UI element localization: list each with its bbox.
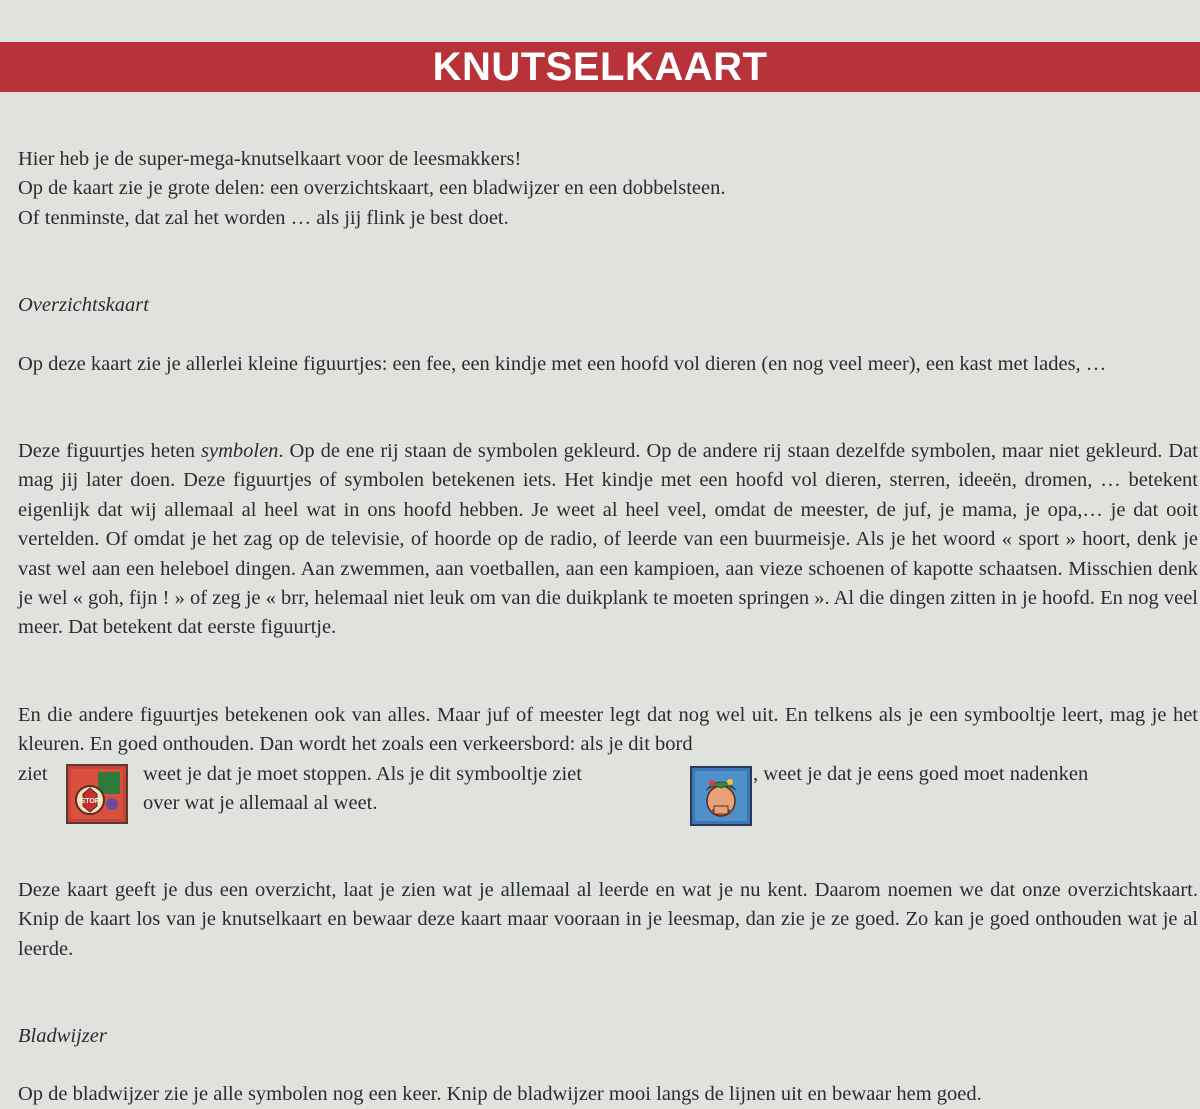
intro-line: Hier heb je de super-mega-knutselkaart voor de leesmakkers! xyxy=(18,148,522,170)
overzicht-paragraph-4 xyxy=(18,876,1198,964)
stop-sign-icon-graphic xyxy=(68,766,126,822)
thinking-child-icon xyxy=(690,766,752,826)
paragraph-text-ziet: ziet xyxy=(18,763,48,785)
stop-sign-icon xyxy=(66,764,128,824)
paragraph-text-start: Deze figuurtjes heten xyxy=(18,440,201,462)
intro-paragraph xyxy=(18,145,1198,233)
paragraph-text: Deze kaart geeft je dus een overzicht, laat je zien wat je allemaal al leerde en wat je nu kent. Daarom noemen we dat onze overzichtskaart. Knip de kaart los van je knutselkaart en bewaar deze kaart maar vooraan in je leesmap, dan zie je ze goed. Zo kan je goed onthouden wat je al leerde. xyxy=(18,879,1198,960)
paragraph-text-last: over wat je allemaal al weet. xyxy=(143,792,378,814)
title-banner xyxy=(0,42,1200,92)
paragraph-text-think: , weet je dat je eens goed moet nadenken xyxy=(753,763,1089,785)
bladwijzer-paragraph-1 xyxy=(18,1080,1198,1109)
section-heading-overzichtskaart: Overzichtskaart xyxy=(18,294,149,316)
overzicht-paragraph-3 xyxy=(18,701,1198,760)
paragraph-text xyxy=(18,437,1198,643)
section-heading-bladwijzer: Bladwijzer xyxy=(18,1025,107,1047)
emphasis-symbolen: symbolen xyxy=(201,440,279,462)
paragraph-text: En die andere figuurtjes betekenen ook van alles. Maar juf of meester legt dat nog wel uit. En telkens als je een symbooltje leert, mag je het kleuren. En goed onthouden. Dan wordt het zoals een verkeersbord: als je dit bord xyxy=(18,704,1198,756)
paragraph-text: Op de bladwijzer zie je alle symbolen nog een keer. Knip de bladwijzer mooi langs de lijnen uit en bewaar hem goed. xyxy=(18,1083,982,1105)
paragraph-text-stop: weet je dat je moet stoppen. Als je dit symbooltje ziet xyxy=(143,763,582,785)
thinking-child-icon-graphic xyxy=(692,768,750,824)
paragraph-text-end: . Op de ene rij staan de symbolen gekleurd. Op de andere rij staan dezelfde symbolen, maar niet gekleurd. Dat mag jij later doen. Deze figuurtjes of symbolen betekenen iets. Het kindje met een hoofd vol dieren, sterren, ideeën, dromen, … betekent eigenlijk dat wij allemaal al heel wat in ons hoofd hebben. Je weet al heel veel, omdat de meester, de juf, je mama, je opa,… je dat ooit vertelden. Of omdat je het zag op de televisie, of hoorde op de radio, of leerde van een buurmeisje. Als je het woord « sport » hoort, denk je vast wel aan een heleboel dingen. Aan zwemmen, aan voetballen, aan een kampioen, aan vieze schoenen of kapotte schaatsen. Misschien denk je wel « goh, fijn ! » of zeg je « brr, helemaal niet leuk om van die duikplank te moeten springen ». Al die dingen zitten in je hoofd. En nog veel meer. Dat betekent dat eerste figuurtje. xyxy=(18,440,1198,639)
intro-line: Of tenminste, dat zal het worden … als jij flink je best doet. xyxy=(18,206,509,229)
overzicht-paragraph-2 xyxy=(18,437,1198,643)
overzicht-paragraph-1 xyxy=(18,350,1198,379)
svg-text:STOP: STOP xyxy=(80,798,100,805)
page-title: KNUTSELKAART xyxy=(432,45,768,89)
intro-line: Op de kaart zie je grote delen: een overzichtskaart, een bladwijzer en een dobbelsteen. xyxy=(18,177,726,200)
paragraph-text: Op deze kaart zie je allerlei kleine figuurtjes: een fee, een kindje met een hoofd vol dieren (en nog veel meer), een kast met lades, … xyxy=(18,353,1107,375)
